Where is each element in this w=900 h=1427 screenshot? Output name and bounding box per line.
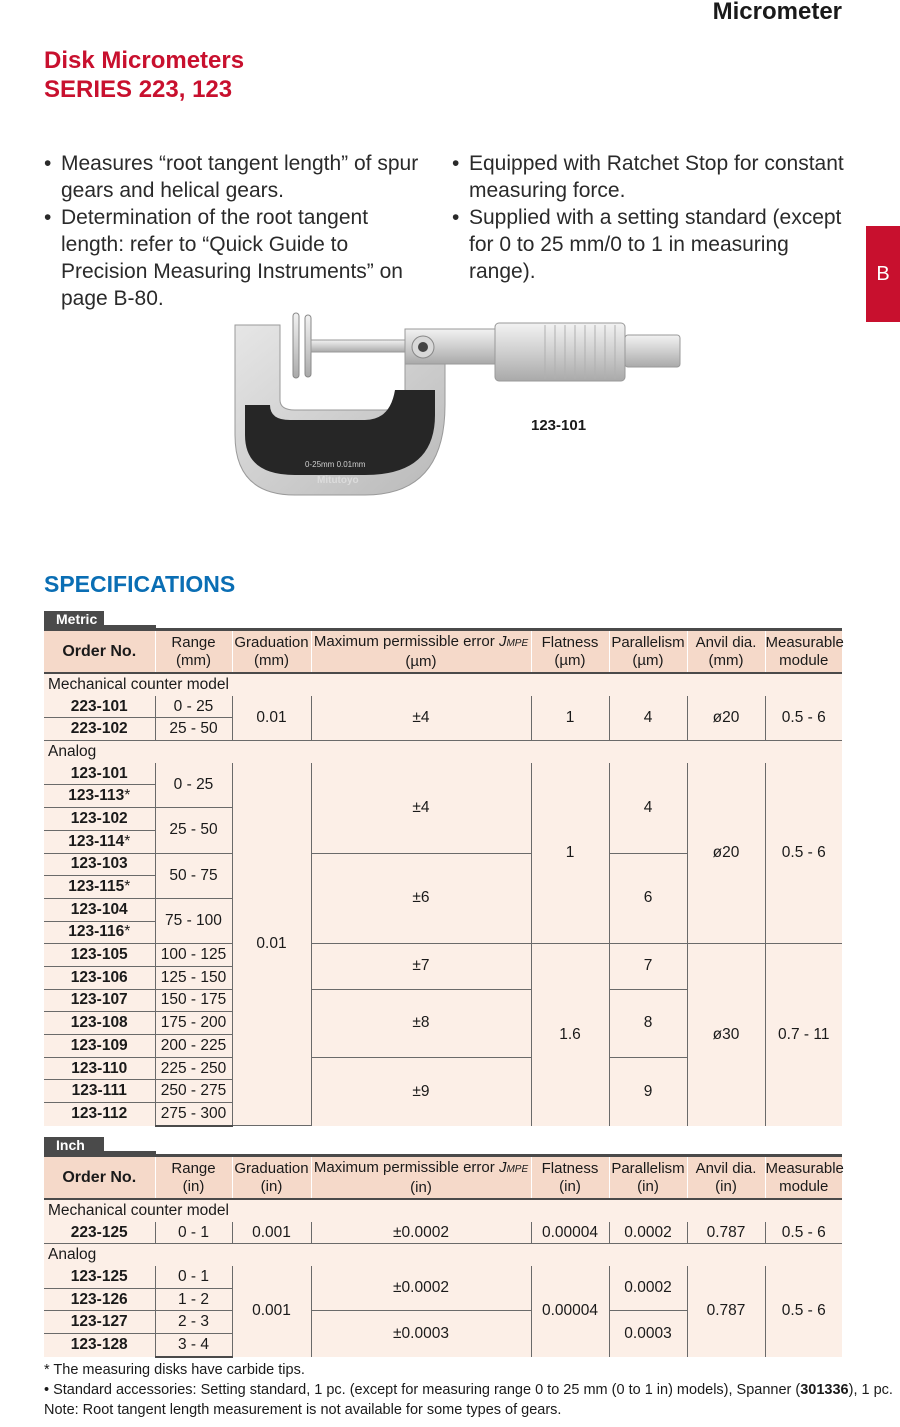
footnote-note: Note: Root tangent length measurement is not available for some types of gears.	[44, 1402, 562, 1418]
feature-item: • Equipped with Ratchet Stop for constant measuring force.	[452, 150, 852, 204]
spindle	[311, 340, 406, 352]
table-row: 223-125 0 - 1 0.001 ±0.0002 0.00004 0.0002 0.787 0.5 - 6	[44, 1222, 842, 1244]
frame-text: 0-25mm 0.01mm	[305, 460, 366, 469]
feature-list-left	[44, 150, 434, 312]
table-row: 123-127 2 - 3 ±0.0003 0.0003	[44, 1311, 842, 1334]
title-line-1: Disk Micrometers	[44, 47, 245, 74]
table-row: 123-113*	[44, 785, 842, 808]
metric-tab-label: Metric	[44, 611, 104, 628]
col-flatness: Flatness (µm)	[531, 630, 609, 674]
table-row: 123-111 250 - 275	[44, 1080, 842, 1103]
col-order: Order No.	[44, 630, 155, 674]
footnote-accessories: • Standard accessories: Setting standard, 1 pc. (except for measuring range 0 to 25 mm (0 to 1 in) models), Spanner (301336), 1 pc.	[44, 1382, 893, 1398]
table-row: 123-114*	[44, 830, 842, 853]
table-header-row	[44, 1156, 842, 1200]
micrometer-image	[225, 305, 685, 505]
col-range: Range (in)	[155, 1156, 232, 1200]
title-line-2: SERIES 223, 123	[44, 76, 233, 103]
table-row: 123-112 275 - 300	[44, 1103, 842, 1126]
group-row: Analog	[44, 1244, 842, 1266]
col-flatness: Flatness (in)	[531, 1156, 609, 1200]
table-row: 123-107 150 - 175 ±8 8	[44, 989, 842, 1012]
category-title: Micrometer	[712, 0, 842, 25]
inch-tab	[44, 1136, 156, 1154]
col-anvil: Anvil dia. (mm)	[687, 630, 765, 674]
brand-logo: Mitutoyo	[317, 475, 359, 486]
table-row: 123-104 75 - 100	[44, 898, 842, 921]
table-row: 123-116*	[44, 921, 842, 944]
col-module: Measurable module	[765, 630, 842, 674]
inch-spec-table	[44, 1154, 842, 1358]
table-row: 123-101 0 - 25 0.01 ±4 1 4 ø20 0.5 - 6	[44, 763, 842, 785]
table-row: 123-109 200 - 225	[44, 1035, 842, 1058]
table-header-row	[44, 630, 842, 674]
inch-tab-label: Inch	[44, 1137, 104, 1154]
table-row: 123-125 0 - 1 0.001 ±0.0002 0.00004 0.0002 0.787 0.5 - 6	[44, 1266, 842, 1288]
table-row: 123-108 175 - 200	[44, 1012, 842, 1035]
table-row: 123-115*	[44, 876, 842, 899]
anvil-disk-left	[293, 313, 299, 378]
table-row: 123-103 50 - 75 ±6 6	[44, 853, 842, 876]
col-mpe: Maximum permissible error JMPE (µm)	[311, 630, 531, 674]
group-row: Mechanical counter model	[44, 1199, 842, 1222]
image-caption: 123-101	[531, 417, 587, 434]
table-row: 123-126 1 - 2	[44, 1288, 842, 1311]
section-tab[interactable]: B	[866, 226, 900, 322]
feature-item: • Supplied with a setting standard (except for 0 to 25 mm/0 to 1 in measuring range).	[452, 204, 852, 285]
page-title	[44, 46, 244, 104]
table-row: 123-128 3 - 4	[44, 1334, 842, 1357]
table-row: 223-101 0 - 25 0.01 ±4 1 4 ø20 0.5 - 6	[44, 696, 842, 718]
anvil-disk-right	[305, 315, 311, 377]
specifications-heading: SPECIFICATIONS	[44, 571, 236, 597]
col-graduation: Graduation (mm)	[232, 630, 311, 674]
col-order: Order No.	[44, 1156, 155, 1200]
feature-list-right	[452, 150, 852, 285]
feature-item: • Determination of the root tangent length: refer to “Quick Guide to Precision Measuring Instruments” on page B-80.	[44, 204, 434, 312]
col-module: Measurable module	[765, 1156, 842, 1200]
footnotes	[44, 1360, 893, 1420]
footnote-carbide: * The measuring disks have carbide tips.	[44, 1362, 305, 1378]
table-row: 223-102 25 - 50	[44, 718, 842, 741]
group-row: Mechanical counter model	[44, 673, 842, 696]
table-row: 123-110 225 - 250 ±9 9	[44, 1057, 842, 1080]
col-mpe: Maximum permissible error JMPE (in)	[311, 1156, 531, 1200]
col-parallelism: Parallelism (in)	[609, 1156, 687, 1200]
table-row: 123-105 100 - 125 ±7 1.6 7 ø30 0.7 - 11	[44, 944, 842, 967]
col-anvil: Anvil dia. (in)	[687, 1156, 765, 1200]
table-row: 123-106 125 - 150	[44, 966, 842, 989]
feature-item: • Measures “root tangent length” of spur gears and helical gears.	[44, 150, 434, 204]
ratchet-stop	[625, 335, 680, 367]
col-graduation: Graduation (in)	[232, 1156, 311, 1200]
metric-spec-table	[44, 628, 842, 1127]
col-parallelism: Parallelism (µm)	[609, 630, 687, 674]
table-row: 123-102 25 - 50	[44, 808, 842, 831]
col-range: Range (mm)	[155, 630, 232, 674]
metric-tab	[44, 610, 156, 628]
group-row: Analog	[44, 741, 842, 763]
